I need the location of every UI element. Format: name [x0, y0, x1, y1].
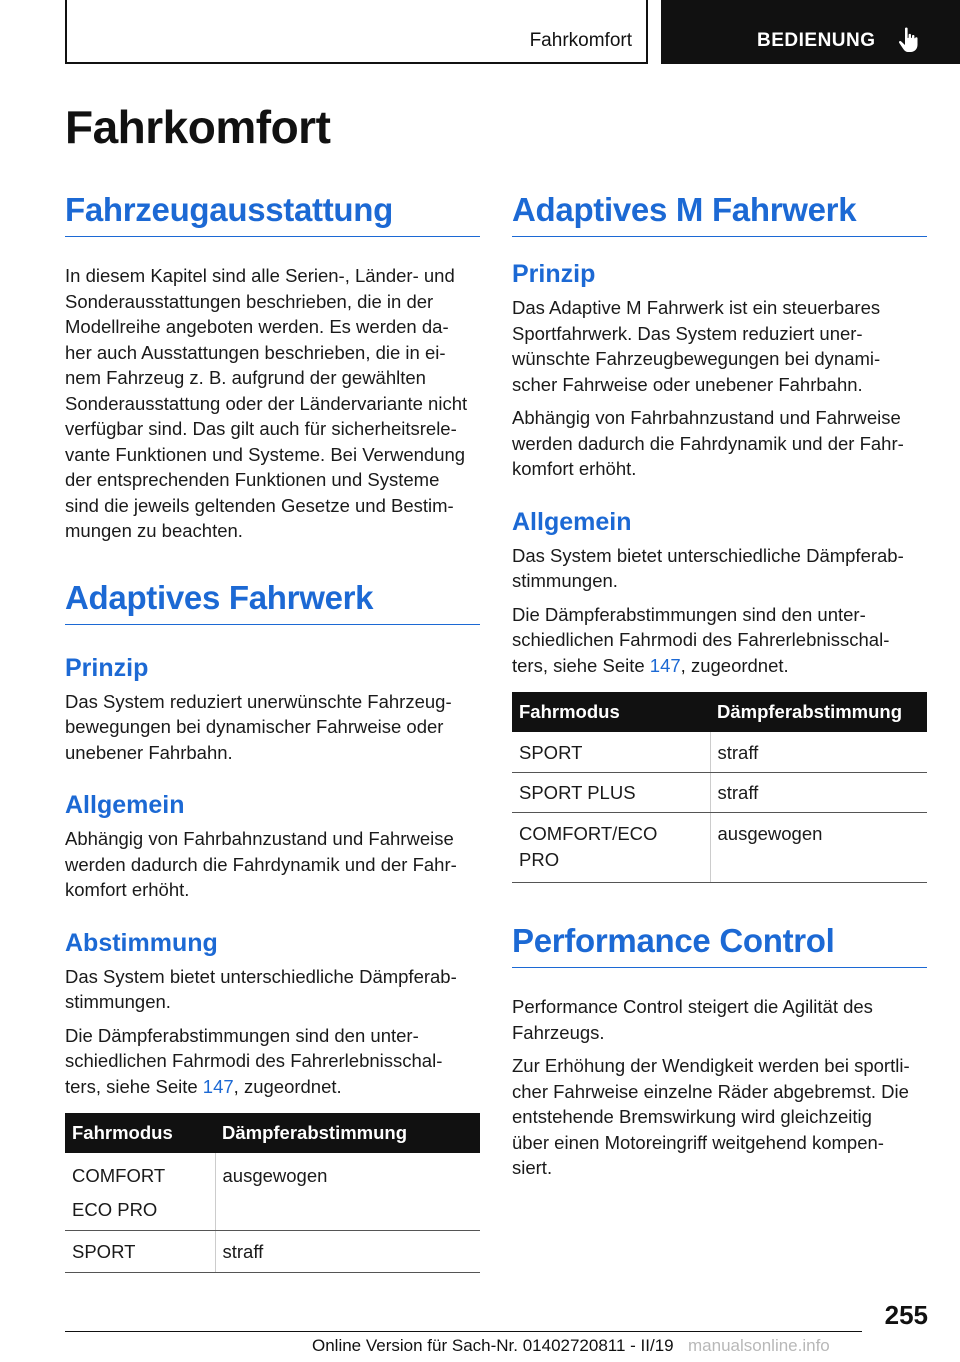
footer-divider [65, 1331, 862, 1332]
table-header-fahrmodus: Fahrmodus [512, 692, 710, 732]
paragraph-allgemein: Abhängig von Fahrbahnzustand und Fahrweise werden dadurch die Fahrdynamik und der Fahr- komfort erhöht. [65, 828, 457, 900]
damping-table-m [512, 692, 927, 883]
table-cell-damping: straff [710, 772, 927, 813]
subheading-allgemein-m: Allgemein [512, 507, 632, 536]
subheading-allgemein: Allgemein [65, 791, 185, 819]
heading-adaptives-fahrwerk: Adaptives Fahrwerk [65, 578, 480, 625]
table-row [512, 813, 927, 883]
hand-pointer-icon [897, 26, 921, 54]
table-row [65, 1153, 480, 1231]
paragraph-allgemein-m-2: Die Dämpferabstimmungen sind den unter- schiedlichen Fahrmodi des Fahrerlebnisschal- ters, siehe Seite 147, zugeordnet. [512, 603, 890, 676]
page-link-147[interactable]: 147 [202, 1075, 234, 1097]
table-cell-damping: ausgewogen [710, 813, 927, 883]
page-title: Fahrkomfort [65, 101, 331, 153]
paragraph-allgemein-m-1: Das System bietet unterschiedliche Dämpferab- stimmungen. [512, 544, 904, 591]
header-chapter-title: BEDIENUNG [757, 30, 876, 51]
heading-performance-control: Performance Control [512, 921, 927, 968]
header-section-tab [65, 0, 648, 64]
heading-adaptives-m-fahrwerk: Adaptives M Fahrwerk [512, 190, 927, 237]
paragraph-abstimmung-1: Das System bietet unterschiedliche Dämpferab- stimmungen. [65, 965, 457, 1012]
table-cell-mode: COMFORT/ECO PRO [512, 813, 710, 883]
table-cell-damping: straff [710, 732, 927, 772]
subheading-prinzip-m: Prinzip [512, 260, 596, 288]
paragraph-prinzip-m-2: Abhängig von Fahrbahnzustand und Fahrweise werden dadurch die Fahrdynamik und der Fahr- komfort erhöht. [512, 407, 904, 479]
right-column [512, 190, 927, 1181]
subheading-abstimmung: Abstimmung [65, 928, 218, 957]
table-cell-damping: straff [215, 1231, 480, 1273]
table-cell-mode: SPORT [65, 1231, 215, 1273]
table-header-row [512, 692, 927, 732]
header-chapter-tab[interactable] [661, 0, 960, 64]
paragraph-performance-1: Performance Control steigert die Agilität des Fahrzeugs. [512, 996, 873, 1043]
table-row [512, 772, 927, 813]
table-header-fahrmodus: Fahrmodus [65, 1113, 215, 1153]
table-cell-mode: SPORT PLUS [512, 772, 710, 813]
damping-table-adaptive [65, 1113, 480, 1273]
footer-online-version: Online Version für Sach-Nr. 01402720811 - II/19 [312, 1336, 674, 1355]
paragraph-ausstattung: In diesem Kapitel sind alle Serien-, Länder- und Sonderausstattungen beschrieben, die in der Modellreihe angeboten werden. Es werden da- her auch Ausstattungen beschrieben, die in ei- nem Fahrzeug z. B. aufgrund der gewählten Sonderausstattung oder der Ländervariante nicht verfügbar sind. Das gilt auch für sicherheitsrele- vante Funktionen und Systeme. Bei Verwendung der entsprechenden Funktionen und Systeme sind die jeweils geltenden Gesetze und Bestim- mungen zu beachten. [65, 265, 468, 541]
left-column [65, 190, 480, 1273]
paragraph-prinzip: Das System reduziert unerwünschte Fahrzeug- bewegungen bei dynamischer Fahrweise oder unebener Fahrbahn. [65, 690, 452, 763]
paragraph-performance-2: Zur Erhöhung der Wendigkeit werden bei sportli- cher Fahrweise einzelne Räder abgebremst. Die entstehende Bremswirkung wird gleichzeitig über einen Motoreingriff weitgehend kompen- siert. [512, 1055, 910, 1178]
table-cell-mode: COMFORT ECO PRO [65, 1153, 215, 1231]
table-row [65, 1231, 480, 1273]
table-cell-damping: ausgewogen [215, 1153, 480, 1231]
footer-watermark: manualsonline.info [688, 1336, 830, 1355]
table-row [512, 732, 927, 772]
heading-fahrzeugausstattung: Fahrzeugausstattung [65, 190, 480, 237]
subheading-prinzip: Prinzip [65, 653, 149, 682]
table-header-row [65, 1113, 480, 1153]
table-cell-mode: SPORT [512, 732, 710, 772]
header-section-title: Fahrkomfort [529, 30, 632, 51]
table-header-daempferabstimmung: Dämpferabstimmung [215, 1113, 480, 1153]
paragraph-prinzip-m-1: Das Adaptive M Fahrwerk ist ein steuerbares Sportfahrwerk. Das System reduziert uner- wünschte Fahrzeugbewegungen bei dynami- scher Fahrweise oder unebener Fahrbahn. [512, 297, 881, 395]
page-link-147[interactable]: 147 [649, 654, 681, 676]
paragraph-abstimmung-2: Die Dämpferabstimmungen sind den unter- schiedlichen Fahrmodi des Fahrerlebnisschal- ters, siehe Seite 147, zugeordnet. [65, 1024, 443, 1097]
page-number: 255 [884, 1300, 928, 1330]
table-header-daempferabstimmung: Dämpferabstimmung [710, 692, 927, 732]
